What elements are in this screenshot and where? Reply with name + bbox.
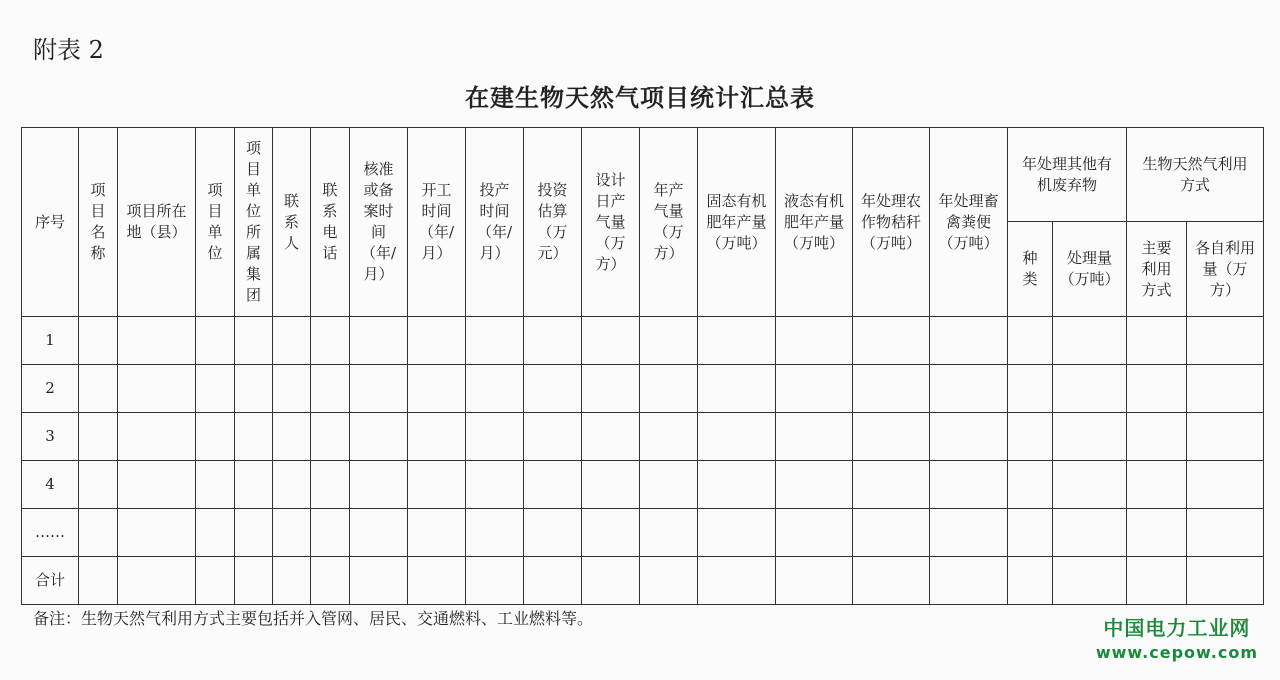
table-cell	[235, 413, 273, 461]
table-cell	[776, 413, 853, 461]
table-cell	[1053, 461, 1127, 509]
project-summary-table	[21, 127, 1264, 605]
table-cell	[853, 413, 930, 461]
table-cell	[524, 365, 582, 413]
col-location: 项目所在地（县）	[118, 128, 196, 317]
table-cell	[79, 461, 118, 509]
table-cell	[408, 509, 466, 557]
table-cell	[79, 317, 118, 365]
col-design-capacity: 设计日产气量（万方）	[582, 128, 640, 317]
col-unit: 项目单位	[196, 128, 235, 317]
table-cell	[79, 413, 118, 461]
table-cell	[1187, 413, 1264, 461]
table-cell	[196, 413, 235, 461]
table-cell	[466, 413, 524, 461]
table-cell	[273, 365, 311, 413]
table-cell	[350, 317, 408, 365]
table-cell	[524, 557, 582, 605]
watermark-name: 中国电力工业网	[1103, 616, 1251, 640]
table-cell	[311, 509, 350, 557]
table-cell	[698, 557, 776, 605]
table-row	[22, 413, 1264, 461]
table-cell	[640, 317, 698, 365]
page-title: 在建生物天然气项目统计汇总表	[465, 84, 815, 112]
col-seq: 序号	[22, 128, 79, 317]
table-cell	[408, 461, 466, 509]
col-other-waste-amount: 处理量（万吨）	[1053, 222, 1127, 317]
watermark-logo	[1096, 612, 1258, 662]
col-utilization: 生物天然气利用方式	[1127, 128, 1264, 222]
table-cell	[698, 365, 776, 413]
table-cell	[118, 461, 196, 509]
table-cell	[196, 461, 235, 509]
table-cell	[776, 557, 853, 605]
table-cell	[408, 317, 466, 365]
col-liquid-fertilizer: 液态有机肥年产量（万吨）	[776, 128, 853, 317]
table-cell	[118, 557, 196, 605]
table-cell	[698, 461, 776, 509]
col-project-name: 项目名称	[79, 128, 118, 317]
table-cell	[1008, 461, 1053, 509]
table-cell	[408, 557, 466, 605]
col-manure: 年处理畜禽粪便（万吨）	[930, 128, 1008, 317]
table-cell	[235, 509, 273, 557]
table-cell	[1053, 365, 1127, 413]
table-cell	[1187, 365, 1264, 413]
table-cell	[1008, 317, 1053, 365]
annex-label: 附表 2	[33, 36, 104, 64]
table-cell	[1187, 461, 1264, 509]
table-cell	[698, 317, 776, 365]
table-cell	[118, 317, 196, 365]
table-row	[22, 557, 1264, 605]
table-cell	[1008, 557, 1053, 605]
table-cell	[640, 413, 698, 461]
table-cell	[408, 413, 466, 461]
col-group: 项目单位所属集团	[235, 128, 273, 317]
table-cell	[235, 461, 273, 509]
table-cell	[235, 557, 273, 605]
table-cell	[640, 557, 698, 605]
table-cell	[79, 557, 118, 605]
col-investment: 投资估算（万元）	[524, 128, 582, 317]
table-cell	[350, 509, 408, 557]
table-cell	[524, 317, 582, 365]
table-cell	[524, 461, 582, 509]
table-row	[22, 461, 1264, 509]
table-cell	[466, 461, 524, 509]
table-cell	[853, 317, 930, 365]
watermark-url: www.cepow.com	[1095, 643, 1258, 662]
col-solid-fertilizer: 固态有机肥年产量（万吨）	[698, 128, 776, 317]
table-cell	[311, 461, 350, 509]
table-cell	[1008, 509, 1053, 557]
table-cell	[118, 509, 196, 557]
table-cell	[350, 461, 408, 509]
table-cell	[524, 509, 582, 557]
table-cell	[235, 365, 273, 413]
table-cell	[1053, 413, 1127, 461]
table-cell	[776, 317, 853, 365]
table-cell	[1127, 317, 1187, 365]
table-cell	[235, 317, 273, 365]
table-cell	[776, 509, 853, 557]
table-cell	[930, 557, 1008, 605]
table-cell	[853, 509, 930, 557]
col-start-time: 开工时间（年/月）	[408, 128, 466, 317]
table-cell	[196, 317, 235, 365]
table-cell	[273, 461, 311, 509]
table-cell	[640, 509, 698, 557]
table-cell	[1053, 509, 1127, 557]
table-cell	[640, 365, 698, 413]
table-cell	[466, 317, 524, 365]
table-cell	[196, 557, 235, 605]
table-cell	[1008, 365, 1053, 413]
col-contact: 联系人	[273, 128, 311, 317]
table-cell	[930, 509, 1008, 557]
table-cell	[350, 413, 408, 461]
row-label: ……	[22, 509, 79, 557]
table-cell	[466, 509, 524, 557]
table-cell	[273, 557, 311, 605]
table-cell	[1127, 365, 1187, 413]
table-cell	[640, 461, 698, 509]
table-cell	[466, 557, 524, 605]
table-cell	[118, 413, 196, 461]
table-cell	[1127, 557, 1187, 605]
table-row	[22, 509, 1264, 557]
table-cell	[350, 557, 408, 605]
table-cell	[853, 461, 930, 509]
table-cell	[273, 317, 311, 365]
table-cell	[311, 557, 350, 605]
table-cell	[350, 365, 408, 413]
col-operation-time: 投产时间（年/月）	[466, 128, 524, 317]
table-cell	[698, 509, 776, 557]
col-annual-gas: 年产气量（万方）	[640, 128, 698, 317]
row-label: 3	[22, 413, 79, 461]
table-row	[22, 365, 1264, 413]
row-label: 4	[22, 461, 79, 509]
table-cell	[273, 413, 311, 461]
table-cell	[930, 317, 1008, 365]
table-cell	[582, 461, 640, 509]
row-label: 2	[22, 365, 79, 413]
table-cell	[1008, 413, 1053, 461]
table-cell	[853, 365, 930, 413]
table-cell	[273, 509, 311, 557]
table-cell	[1187, 317, 1264, 365]
table-cell	[466, 365, 524, 413]
table-cell	[930, 413, 1008, 461]
col-utilization-main: 主要利用方式	[1127, 222, 1187, 317]
table-cell	[196, 509, 235, 557]
col-straw: 年处理农作物秸秆（万吨）	[853, 128, 930, 317]
row-label: 合计	[22, 557, 79, 605]
col-utilization-self: 各自利用量（万方）	[1187, 222, 1264, 317]
table-cell	[311, 413, 350, 461]
table-cell	[930, 365, 1008, 413]
table-cell	[1187, 557, 1264, 605]
table-cell	[698, 413, 776, 461]
table-cell	[408, 365, 466, 413]
table-cell	[1053, 557, 1127, 605]
table-cell	[1127, 413, 1187, 461]
table-cell	[582, 557, 640, 605]
table-cell	[311, 317, 350, 365]
row-label: 1	[22, 317, 79, 365]
col-approval-time: 核准或备案时间（年/月）	[350, 128, 408, 317]
table-cell	[776, 365, 853, 413]
table-cell	[79, 509, 118, 557]
table-cell	[311, 365, 350, 413]
col-phone: 联系电话	[311, 128, 350, 317]
table-cell	[196, 365, 235, 413]
table-cell	[1127, 461, 1187, 509]
col-other-waste: 年处理其他有机废弃物	[1008, 128, 1127, 222]
footnote: 备注：生物天然气利用方式主要包括并入管网、居民、交通燃料、工业燃料等。	[33, 609, 594, 628]
table-cell	[524, 413, 582, 461]
table-cell	[1187, 509, 1264, 557]
table-cell	[930, 461, 1008, 509]
col-other-waste-type: 种类	[1008, 222, 1053, 317]
table-cell	[776, 461, 853, 509]
table-cell	[582, 317, 640, 365]
table-row	[22, 317, 1264, 365]
table-cell	[79, 365, 118, 413]
table-cell	[1127, 509, 1187, 557]
table-cell	[582, 413, 640, 461]
table-cell	[118, 365, 196, 413]
table-cell	[1053, 317, 1127, 365]
table-cell	[582, 509, 640, 557]
table-cell	[853, 557, 930, 605]
table-cell	[582, 365, 640, 413]
